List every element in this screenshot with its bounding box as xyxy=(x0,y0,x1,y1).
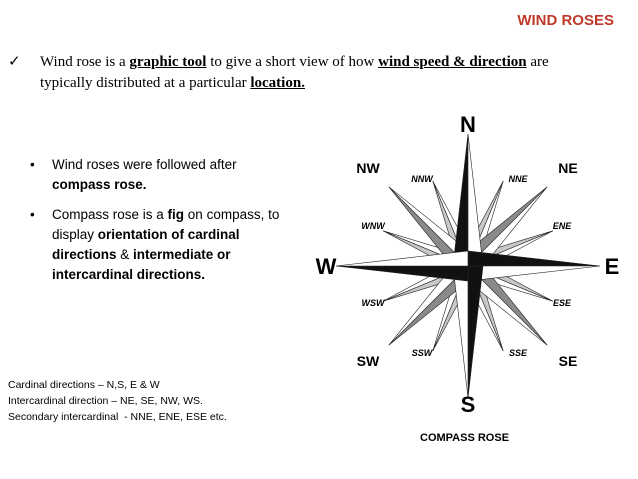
checkmark-icon: ✓ xyxy=(8,54,21,70)
label-SW: SW xyxy=(356,353,380,369)
cardinal-point-270-right xyxy=(336,251,468,266)
note-secondary-intercardinal: Secondary intercardinal - NNE, ENE, ESE etc. xyxy=(8,411,227,423)
bullet-item: • Compass rose is a fig on compass, to display orientation of cardinal directions & intermediate or intercardinal directions. xyxy=(30,207,280,282)
label-W: W xyxy=(315,254,337,279)
label-SE: SE xyxy=(558,353,578,369)
note-cardinal: Cardinal directions – N,S, E & W xyxy=(8,379,160,391)
label-ESE: ESE xyxy=(552,298,572,308)
cardinal-point-270-left xyxy=(336,266,468,281)
bullet-list xyxy=(30,155,280,295)
cardinal-point-180-right xyxy=(453,266,468,398)
label-NW: NW xyxy=(356,160,380,176)
bullet-marker: • xyxy=(30,207,35,222)
label-WNW: WNW xyxy=(361,221,385,231)
direction-notes xyxy=(8,377,227,425)
label-NNW: NNW xyxy=(411,174,433,184)
note-intercardinal: Intercardinal direction – NE, SE, NW, WS. xyxy=(8,395,203,407)
bullet-item: • Wind roses were followed after compass rose. xyxy=(30,157,237,192)
compass-rose-caption: COMPASS ROSE xyxy=(420,432,510,444)
cardinal-point-0-left xyxy=(453,134,468,266)
cardinal-point-90-right xyxy=(468,266,600,281)
label-S: S xyxy=(460,392,476,416)
label-SSE: SSE xyxy=(508,348,528,358)
intro-statement xyxy=(8,52,568,94)
label-E: E xyxy=(604,254,620,279)
label-NE: NE xyxy=(558,160,578,176)
label-WSW: WSW xyxy=(361,298,385,308)
bullet-marker: • xyxy=(30,157,35,172)
compass-rose-figure xyxy=(300,108,630,416)
cardinal-point-180-left xyxy=(468,266,483,398)
intro-text: Wind rose is a graphic tool to give a short view of how wind speed & direction are typically distributed at a particular location. xyxy=(40,54,549,91)
cardinal-point-90-left xyxy=(468,251,600,266)
slide-title: WIND ROSES xyxy=(517,12,614,29)
label-NNE: NNE xyxy=(508,174,528,184)
label-SSW: SSW xyxy=(411,348,433,358)
compass-rose-svg xyxy=(300,108,630,416)
label-ENE: ENE xyxy=(552,221,572,231)
cardinal-point-0-right xyxy=(468,134,483,266)
label-N: N xyxy=(460,112,476,137)
